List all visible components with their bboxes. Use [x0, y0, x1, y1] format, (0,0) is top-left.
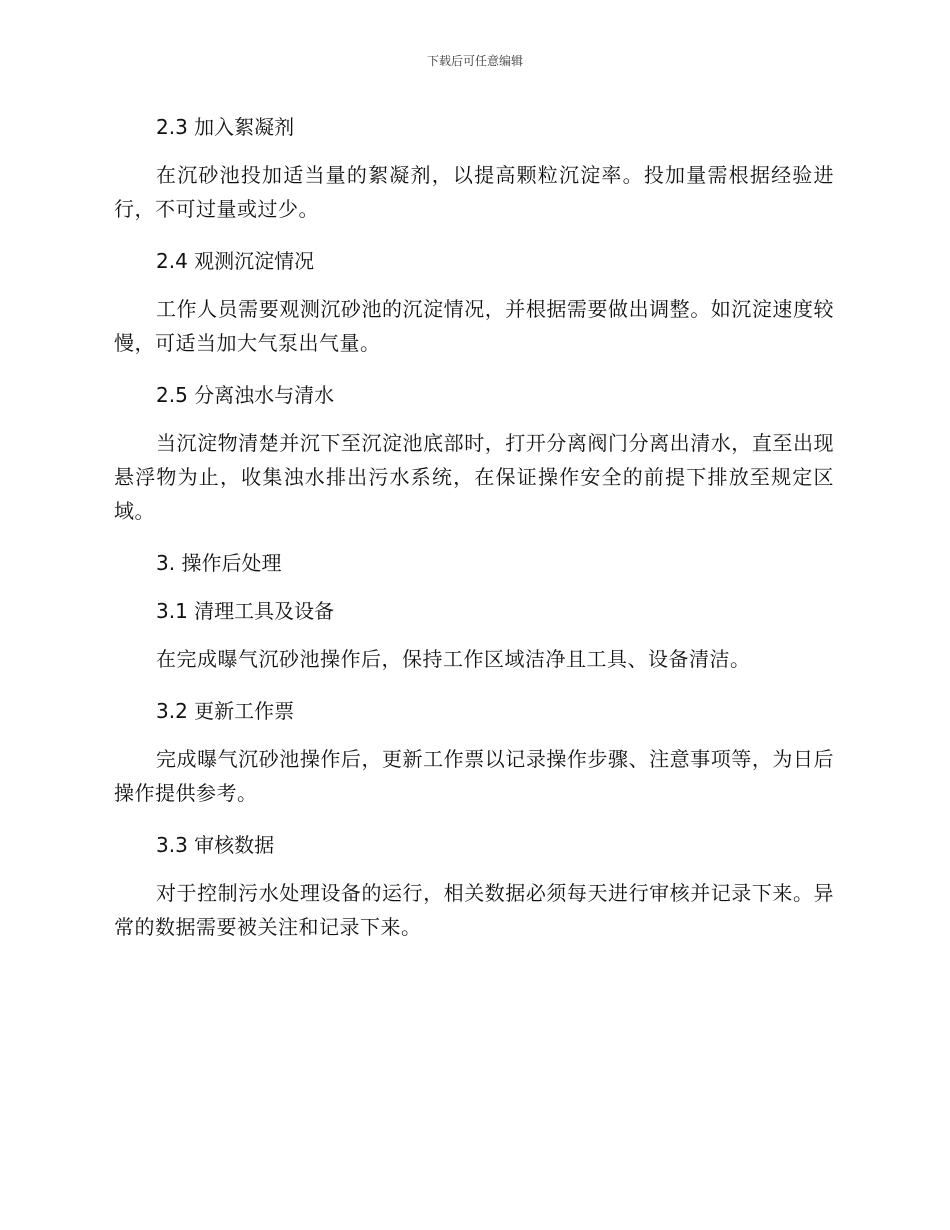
section-paragraph-3-3: 对于控制污水处理设备的运行，相关数据必须每天进行审核并记录下来。异常的数据需要被关注和记录下来。	[114, 881, 834, 939]
section-paragraph-3-2: 完成曝气沉砂池操作后，更新工作票以记录操作步骤、注意事项等，为日后操作提供参考。	[114, 747, 834, 805]
section-paragraph-2-3: 在沉砂池投加适当量的絮凝剂，以提高颗粒沉淀率。投加量需根据经验进行，不可过量或过少。	[114, 163, 834, 221]
section-paragraph-2-5: 当沉淀物清楚并沉下至沉淀池底部时，打开分离阀门分离出清水，直至出现悬浮物为止，收集浊水排出污水系统，在保证操作安全的前提下排放至规定区域。	[114, 431, 834, 523]
page-header: 下载后可任意编辑	[426, 54, 523, 68]
section-heading-3-1: 3.1 清理工具及设备	[156, 599, 335, 623]
section-heading-2-4: 2.4 观测沉淀情况	[156, 249, 315, 273]
section-heading-3-2: 3.2 更新工作票	[156, 699, 295, 723]
document-body	[114, 110, 834, 962]
section-heading-3-3: 3.3 审核数据	[156, 833, 275, 857]
section-heading-2-3: 2.3 加入絮凝剂	[156, 115, 295, 139]
section-heading-2-5: 2.5 分离浊水与清水	[156, 383, 335, 407]
section-paragraph-2-4: 工作人员需要观测沉砂池的沉淀情况，并根据需要做出调整。如沉淀速度较慢，可适当加大气泵出气量。	[114, 297, 834, 355]
section-paragraph-3-1: 在完成曝气沉砂池操作后，保持工作区域洁净且工具、设备清洁。	[156, 647, 751, 671]
section-heading-3: 3. 操作后处理	[156, 551, 282, 575]
